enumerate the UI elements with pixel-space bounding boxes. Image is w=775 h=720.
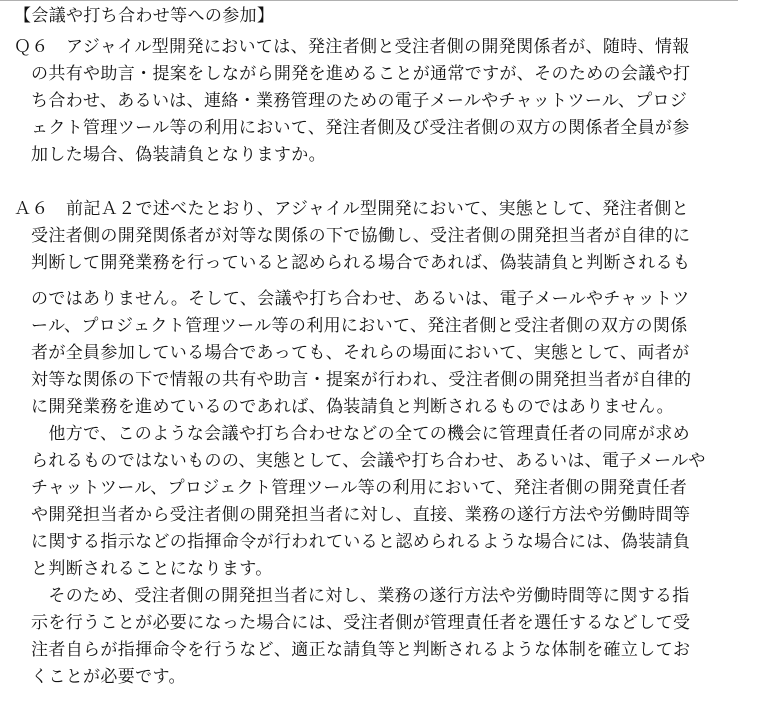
answer-line: られるものではないものの、実態として、会議や打ち合わせ、あるいは、電子メールや xyxy=(31,451,706,471)
answer-line: Ａ６ 前記Ａ２で述べたとおり、アジャイル型開発において、実態として、発注者側と xyxy=(14,199,689,219)
question-line: Ｑ６ アジャイル型開発においては、発注者側と受注者側の開発関係者が、随時、情報 xyxy=(14,37,690,57)
answer-line: 判断して開発業務を行っていると認められる場合であれば、偽装請負と判断されるも xyxy=(31,253,691,273)
answer-line: に関する指示などの指揮命令が行われていると認められるような場合には、偽装請負 xyxy=(31,532,691,552)
answer-line: 他方で、このような会議や打ち合わせなどの全ての機会に管理責任者の同席が求め xyxy=(31,424,690,444)
question-line: ち合わせ、あるいは、連絡・業務管理のための電子メールやチャットツール、プロジ xyxy=(31,91,688,111)
answer-line: そのため、受注者側の開発担当者に対し、業務の遂行方法や労働時間等に関する指 xyxy=(31,586,690,606)
top-divider xyxy=(0,0,738,1)
question-line: の共有や助言・提案をしながら開発を進めることが通常ですが、そのための会議や打 xyxy=(31,64,691,84)
answer-line: 対等な関係の下で情報の共有や助言・提案が行われ、受注者側の開発担当者が自律的 xyxy=(31,370,692,390)
answer-line: 者が全員参加している場合であっても、それらの場面において、実態として、両者が xyxy=(31,343,690,363)
answer-line: くことが必要です。 xyxy=(31,667,186,687)
question-line: ェクト管理ツール等の利用において、発注者側及び受注者側の双方の関係者全員が参 xyxy=(31,118,690,138)
section-heading: 【会議や打ち合わせ等への参加】 xyxy=(14,6,275,26)
answer-line: や開発担当者から受注者側の開発担当者に対し、直接、業務の遂行方法や労働時間等 xyxy=(31,505,691,525)
answer-line: 示を行うことが必要になった場合には、受注者側が管理責任者を選任するなどして受 xyxy=(31,613,691,633)
answer-line: チャットツール、プロジェクト管理ツール等の利用において、発注者側の開発責任者 xyxy=(31,478,688,498)
question-line: 加した場合、偽装請負となりますか。 xyxy=(31,145,326,165)
answer-line: と判断されることになります。 xyxy=(31,559,273,579)
answer-line: 注者自らが指揮命令を行うなど、適正な請負等と判断されるような体制を確立してお xyxy=(31,640,691,660)
answer-line: のではありません。そして、会議や打ち合わせ、あるいは、電子メールやチャットツ xyxy=(31,289,690,309)
answer-line: 受注者側の開発関係者が対等な関係の下で協働し、受注者側の開発担当者が自律的に xyxy=(31,226,691,246)
answer-line: に開発業務を進めているのであれば、偽装請負と判断されるものではありません。 xyxy=(31,397,674,417)
answer-line: ール、プロジェクト管理ツール等の利用において、発注者側と受注者側の双方の関係 xyxy=(31,316,688,336)
